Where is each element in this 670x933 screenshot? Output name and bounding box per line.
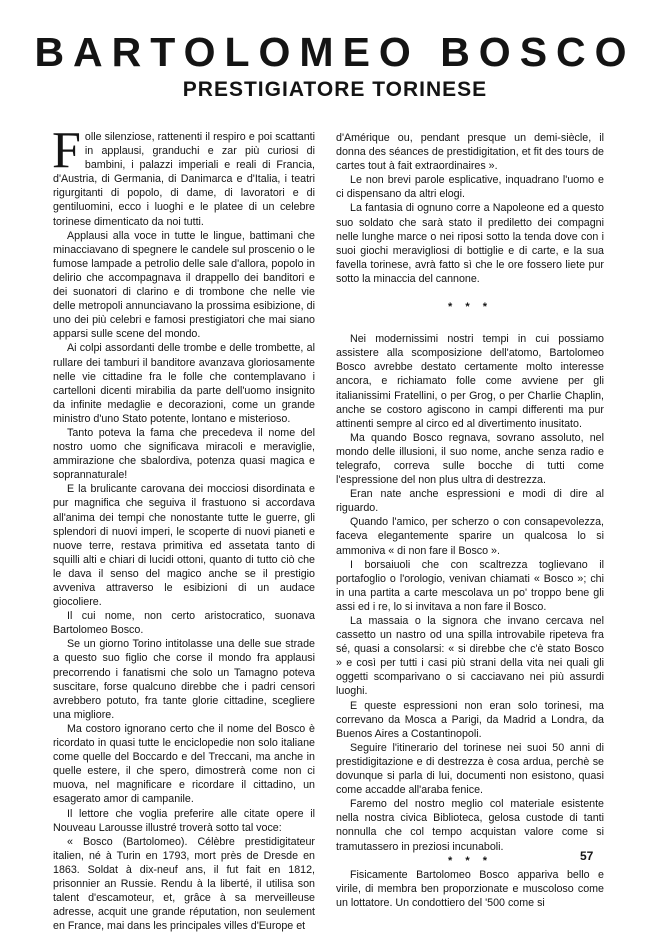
paragraph: Se un giorno Torino intitolasse una delle sue strade a questo suo figlio che corse il mondo fra applausi precorrendo i fanatismi che solo un Tamagno poteva suscitare, forse qualcuno direbbe che i padri censori avrebbero potuto, fra tante glorie cittadine, scegliere una migliore.: [53, 638, 315, 721]
drop-cap: F: [52, 122, 81, 179]
paragraph: Quando l'amico, per scherzo o con consapevolezza, faceva elegantemente sparire un qualcosa lo si ammoniva « di non fare il Bosco ».: [336, 516, 604, 557]
paragraph: Eran nate anche espressioni e modi di dire al riguardo.: [336, 488, 604, 515]
paragraph: Ma costoro ignorano certo che il nome del Bosco è ricordato in quasi tutte le enciclopedie non solo italiane come quelle del Boccardo e del Treccani, ma anche in quelle estere, il che spero, dimostrerà come non ci muova, nel magnificare e ricordare il cittadino, un esagerato amor di campanile.: [53, 722, 315, 806]
paragraph: Tanto poteva la fama che precedeva il nome del nostro uomo che significava miracoli e meraviglie, ammirazione che sbalordiva, potenza quasi magica e soprannaturale!: [53, 426, 315, 482]
page-number: 57: [580, 849, 594, 863]
paragraph: E la brulicante carovana dei mocciosi disordinata e pur magnifica che seguiva il frastuono si accordava all'anima dei tempi che nonostante tutte le guerre, gli splendori di nuovi imperi, le scoperte di nuovi pianeti e nuove terre, restava primitiva ed assetata tanto di squilli alti e chiari di lucidi ottoni, quanto di tutto ciò che le dava il senso del magico anche se il prestigio avveniva attraverso le esibizioni di un audace giocoliere.: [53, 483, 315, 609]
paragraph: Ma quando Bosco regnava, sovrano assoluto, nel mondo delle illusioni, il suo nome, anche senza radio e telegrafo, correva sulle bocche di tutti come l'espressione del non plus ultra di destrezza.: [336, 431, 604, 487]
section-separator: * * *: [448, 301, 492, 314]
paragraph: La fantasia di ognuno corre a Napoleone ed a questo suo soldato che sarà stato il prediletto dei compagni nelle lunghe marce o nei riposi sotto la tenda dove con i suoi giochi meravigliosi di bottiglie e di carte, e la sua favella torinese, avrà fatto sì che le ore fossero liete pur sotto la minaccia del cannone.: [336, 202, 604, 285]
section-separator: * * *: [448, 854, 492, 867]
paragraph: « Bosco (Bartolomeo). Célèbre prestidigitateur italien, né à Turin en 1793, mort près de Dresde en 1863. Soldat à dix-neuf ans, il fut fait en 1812, prisonnier an Russie. Rendu à la liberté, il utilisa son talent d'escamoteur, et, grâce à sa merveilleuse adresse, acquit une grande réputation, non seulement en France, mai dans les principales villes d'Europe et: [53, 835, 315, 933]
paragraph: Seguire l'itinerario del torinese nei suoi 50 anni di prestidigitazione e di destrezza è cosa ardua, perchè se dovunque si parla di lui, documenti non esistono, quasi come accadde all'araba fenice.: [336, 741, 604, 797]
right-column: [336, 131, 604, 910]
left-column: [52, 122, 316, 933]
paragraph: Il cui nome, non certo aristocratico, suonava Bartolomeo Bosco.: [53, 610, 315, 637]
paragraph: Nei modernissimi nostri tempi in cui possiamo assistere alla scomposizione dell'atomo, Bartolomeo Bosco avrebbe destato certamente molto interesse ancora, e richiamato folle come avviene per gli italianissimi Fratellini, o per Grog, o per Charlie Chaplin, anche se costoro agiscono in campi differenti ma pur attinenti sempre al circo ed al divertimento inusitato.: [336, 333, 604, 430]
paragraph: Faremo del nostro meglio col materiale esistente nella nostra civica Biblioteca, gelosa custode di tanti nonnulla che col tempo acquistan valore come si tramutassero in preziosi incunaboli.: [336, 798, 604, 853]
paragraph: Folle silenziose, rattenenti il respiro e poi scattanti in applausi, granduchi e zar più curiosi di bambini, i palazzi imperiali e reali di Francia, d'Austria, di Germania, di Danimarca e d'Italia, i teatri rigurgitanti di popolo, di dame, di lavoratori e di gentiluomini, ecco i luoghi e le platee di un celebre torinese dimenticato da noi tutti.: [52, 122, 315, 228]
paragraph: d'Amérique ou, pendant presque un demi-siècle, il donna des séances de prestidigitation, et fit des tours de cartes tout à fait extraordinaires ».: [336, 132, 604, 173]
paragraph: I borsaiuoli che con scaltrezza toglievano il portafoglio o l'orologio, venivan chiamati « Bosco »; chi in una partita a carte mescolava un po' troppo bene gli assi ed i re, lo si invitava a non fare il Bosco.: [336, 558, 604, 613]
paragraph: Applausi alla voce in tutte le lingue, battimani che minacciavano di spegnere le candele sul proscenio o le fumose lampade a petrolio delle sale d'allora, popolo in delirio che accompagnava il drappello dei banditori e dei suonatori di clarino e di trombone che nelle vie delle metropoli annunciavano la prossima esibizione, di uno dei più celebri e famosi prestigiatori che mai siano apparsi sulle scene del mondo.: [53, 229, 316, 341]
paragraph: La massaia o la signora che invano cercava nel cassetto un nastro od una spilla introvabile ripeteva fra sé, quasi a consolarsi: « si direbbe che c'è stato Bosco » e così per tutti i casi più strani della vita nei quali gli oggetti scomparivano o si cacciavano nei più assurdi luoghi.: [336, 615, 604, 698]
paragraph: Le non brevi parole esplicative, inquadrano l'uomo e ci dispensano da altri elogi.: [336, 174, 604, 201]
paragraph: Ai colpi assordanti delle trombe e delle trombette, al rullare dei tamburi il banditore avanzava gloriosamente nelle vie cittadine fra le folle che contemplavano i cartelloni dicenti mirabilia da parte dell'uomo insignito da infinite medaglie e decorazioni, come un grande ministro d'uno Stato potente, lontano e misterioso.: [53, 342, 315, 425]
article-subtitle: PRESTIGIATORE TORINESE: [182, 78, 488, 101]
paragraph: E queste espressioni non eran solo torinesi, ma correvano da Mosca a Parigi, da Madrid a Londra, da Buenos Aires a Costantinopoli.: [336, 699, 604, 740]
paragraph: Fisicamente Bartolomeo Bosco appariva bello e virile, di membra ben proporzionate e muscoloso come un lottatore. Un condottiero del '500 come si: [336, 868, 604, 909]
paragraph: Il lettore che voglia preferire alle citate opere il Nouveau Larousse illustré troverà sotto tal voce:: [53, 807, 315, 834]
article-title: BARTOLOMEO BOSCO: [34, 29, 636, 75]
